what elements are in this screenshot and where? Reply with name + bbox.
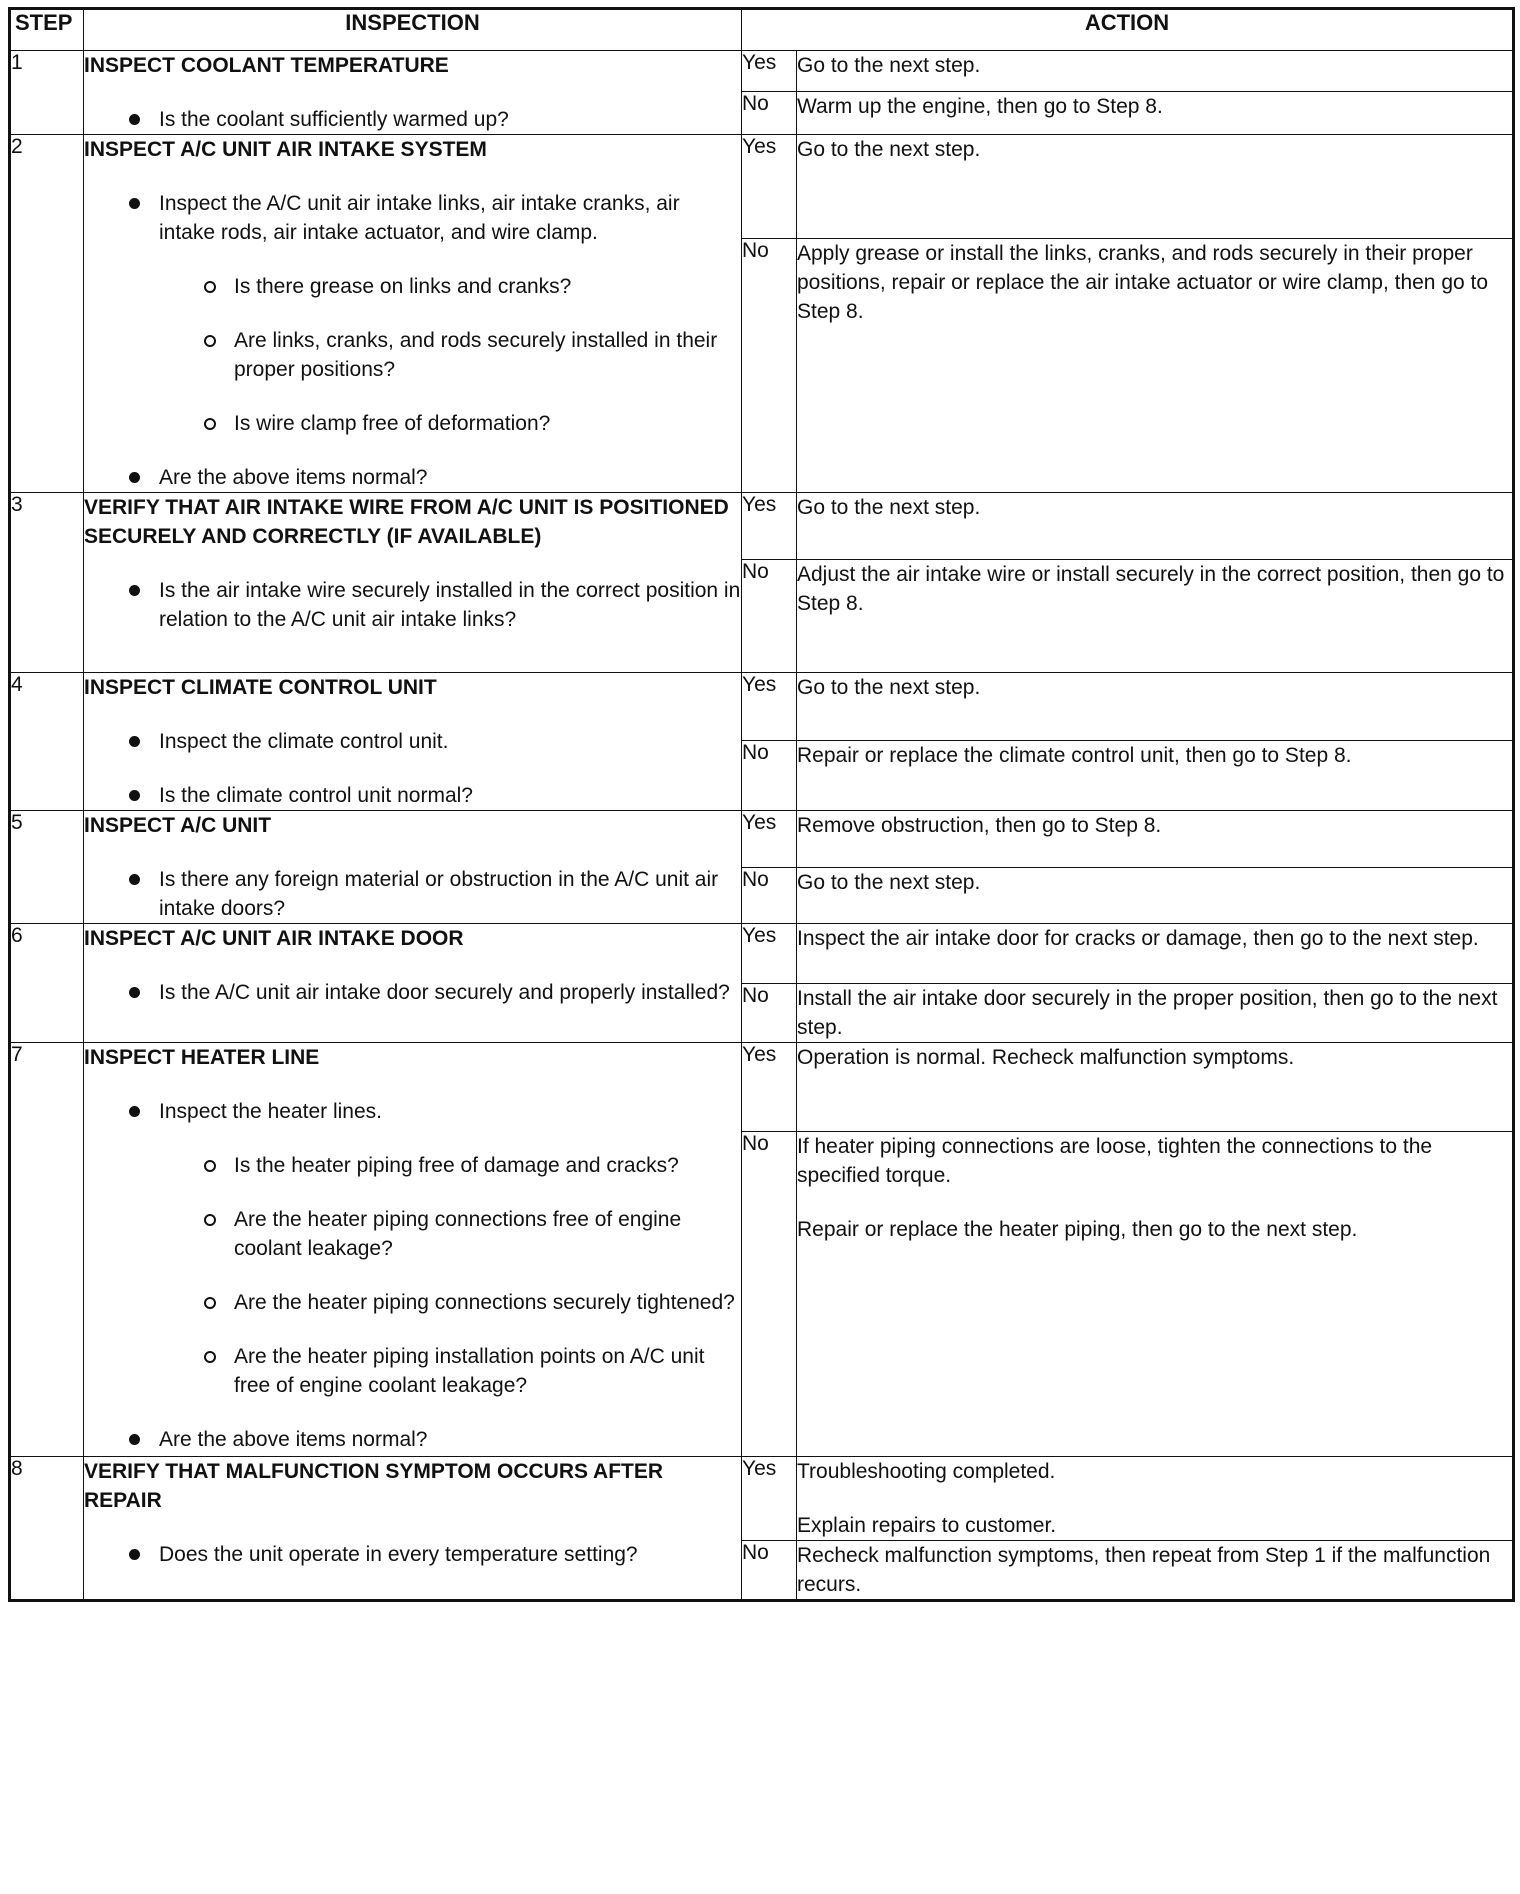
no-label: No <box>742 1132 797 1457</box>
inspection-cell <box>84 811 742 924</box>
action-text: Go to the next step. <box>797 54 981 77</box>
inspection-cell <box>84 135 742 493</box>
troubleshooting-table <box>8 7 1515 1602</box>
bullet-item: Inspect the heater lines. <box>84 1097 741 1126</box>
header-row <box>10 9 1514 51</box>
table-body <box>10 51 1514 1601</box>
bullet-item: Is the coolant sufficiently warmed up? <box>84 105 741 134</box>
action-text: Recheck malfunction symptoms, then repeat from Step 1 if the malfunction recurs. <box>797 1544 1491 1596</box>
yes-label: Yes <box>742 51 797 92</box>
table-row <box>10 135 1514 239</box>
step-header: STEP <box>10 9 84 51</box>
inspection-title: INSPECT A/C UNIT AIR INTAKE DOOR <box>84 927 464 950</box>
bullet-list <box>84 576 741 634</box>
bullet-item: Is the climate control unit normal? <box>84 781 741 810</box>
bullet-list <box>84 105 741 134</box>
table-row <box>10 493 1514 560</box>
no-label: No <box>742 741 797 811</box>
action-text: Apply grease or install the links, cranks, and rods securely in their proper positions, repair or replace the air intake actuator or wire clamp, then go to Step 8. <box>797 242 1489 324</box>
table-row <box>10 1457 1514 1541</box>
bullet-item: Inspect the climate control unit. <box>84 727 741 756</box>
step-number: 1 <box>10 51 84 135</box>
bullet-item: Is the A/C unit air intake door securely and properly installed? <box>84 978 741 1007</box>
yes-label: Yes <box>742 493 797 560</box>
yes-action <box>797 1457 1514 1541</box>
bullet-item: Are the above items normal? <box>84 463 741 492</box>
step-number: 2 <box>10 135 84 493</box>
bullet-list <box>84 727 741 810</box>
inspection-cell <box>84 1457 742 1601</box>
inspection-cell <box>84 924 742 1043</box>
yes-action <box>797 135 1514 239</box>
bullet-item: Inspect the A/C unit air intake links, air intake cranks, air intake rods, air intake actuator, and wire clamp. <box>84 189 741 247</box>
sub-bullet-item: Is wire clamp free of deformation? <box>84 409 741 438</box>
step-number: 3 <box>10 493 84 673</box>
action-text: Troubleshooting completed. <box>797 1460 1056 1483</box>
step-number: 5 <box>10 811 84 924</box>
table-row <box>10 924 1514 984</box>
bullet-item: Does the unit operate in every temperature setting? <box>84 1540 741 1569</box>
bullet-item: Are the above items normal? <box>84 1425 741 1454</box>
yes-label: Yes <box>742 1043 797 1132</box>
bullet-list <box>84 1540 741 1569</box>
no-action <box>797 92 1514 135</box>
bullet-list <box>84 1097 741 1454</box>
action-text: Install the air intake door securely in the proper position, then go to the next step. <box>797 987 1498 1039</box>
sub-bullet-item: Are links, cranks, and rods securely installed in their proper positions? <box>84 326 741 384</box>
step-number: 8 <box>10 1457 84 1601</box>
sub-bullet-item: Is there grease on links and cranks? <box>84 272 741 301</box>
no-label: No <box>742 239 797 493</box>
action-text: If heater piping connections are loose, tighten the connections to the specified torque. <box>797 1135 1433 1187</box>
no-label: No <box>742 92 797 135</box>
bullet-list <box>84 189 741 492</box>
inspection-cell <box>84 673 742 811</box>
action-text: Go to the next step. <box>797 676 981 699</box>
bullet-item: Is there any foreign material or obstruction in the A/C unit air intake doors? <box>84 865 741 923</box>
yes-action <box>797 1043 1514 1132</box>
action-text: Go to the next step. <box>797 138 981 161</box>
yes-action <box>797 924 1514 984</box>
yes-label: Yes <box>742 811 797 868</box>
no-action <box>797 1541 1514 1601</box>
sub-bullet-item: Are the heater piping connections securely tightened? <box>84 1288 741 1317</box>
inspection-title: INSPECT A/C UNIT <box>84 814 272 837</box>
sub-bullet-item: Is the heater piping free of damage and cracks? <box>84 1151 741 1180</box>
no-action <box>797 867 1514 924</box>
yes-action <box>797 51 1514 92</box>
action-text: Explain repairs to customer. <box>797 1514 1057 1537</box>
action-text: Go to the next step. <box>797 496 981 519</box>
inspection-cell <box>84 493 742 673</box>
no-action <box>797 560 1514 673</box>
action-text: Inspect the air intake door for cracks or damage, then go to the next step. <box>797 927 1479 950</box>
action-text: Warm up the engine, then go to Step 8. <box>797 95 1163 119</box>
table-row <box>10 1043 1514 1132</box>
no-label: No <box>742 867 797 924</box>
inspection-header: INSPECTION <box>84 9 742 51</box>
no-action <box>797 984 1514 1043</box>
inspection-cell <box>84 1043 742 1457</box>
sub-bullet-list <box>84 1151 741 1400</box>
sub-bullet-item: Are the heater piping installation points on A/C unit free of engine coolant leakage? <box>84 1342 741 1400</box>
inspection-title: INSPECT CLIMATE CONTROL UNIT <box>84 676 437 699</box>
bullet-list <box>84 865 741 923</box>
yes-action <box>797 811 1514 868</box>
table-row <box>10 811 1514 868</box>
action-header: ACTION <box>742 9 1514 51</box>
yes-label: Yes <box>742 924 797 984</box>
inspection-title: INSPECT A/C UNIT AIR INTAKE SYSTEM <box>84 138 487 161</box>
action-text: Repair or replace the climate control unit, then go to Step 8. <box>797 744 1352 768</box>
no-action <box>797 1132 1514 1457</box>
no-label: No <box>742 984 797 1043</box>
inspection-cell <box>84 51 742 135</box>
troubleshooting-sheet <box>8 7 1512 1887</box>
yes-action <box>797 493 1514 560</box>
sub-bullet-list <box>84 272 741 438</box>
yes-label: Yes <box>742 1457 797 1541</box>
step-number: 4 <box>10 673 84 811</box>
yes-label: Yes <box>742 135 797 239</box>
action-text: Repair or replace the heater piping, then go to the next step. <box>797 1218 1358 1241</box>
sub-bullet-item: Are the heater piping connections free of engine coolant leakage? <box>84 1205 741 1263</box>
no-action <box>797 741 1514 811</box>
bullet-list <box>84 978 741 1007</box>
action-text: Remove obstruction, then go to Step 8. <box>797 814 1162 837</box>
table-row <box>10 51 1514 92</box>
no-label: No <box>742 560 797 673</box>
inspection-title: INSPECT COOLANT TEMPERATURE <box>84 54 449 77</box>
inspection-title: INSPECT HEATER LINE <box>84 1046 320 1069</box>
bullet-item: Is the air intake wire securely installed in the correct position in relation to the A/C unit air intake links? <box>84 576 741 634</box>
no-action <box>797 239 1514 493</box>
step-number: 6 <box>10 924 84 1043</box>
step-number: 7 <box>10 1043 84 1457</box>
yes-action <box>797 673 1514 741</box>
action-text: Go to the next step. <box>797 870 981 894</box>
inspection-title: VERIFY THAT AIR INTAKE WIRE FROM A/C UNIT IS POSITIONED SECURELY AND CORRECTLY (IF AVAILABLE) <box>84 496 729 548</box>
inspection-title: VERIFY THAT MALFUNCTION SYMPTOM OCCURS AFTER REPAIR <box>84 1460 664 1512</box>
yes-label: Yes <box>742 673 797 741</box>
no-label: No <box>742 1541 797 1601</box>
table-row <box>10 673 1514 741</box>
action-text: Adjust the air intake wire or install securely in the correct position, then go to Step 8. <box>797 563 1505 615</box>
action-text: Operation is normal. Recheck malfunction symptoms. <box>797 1046 1295 1069</box>
